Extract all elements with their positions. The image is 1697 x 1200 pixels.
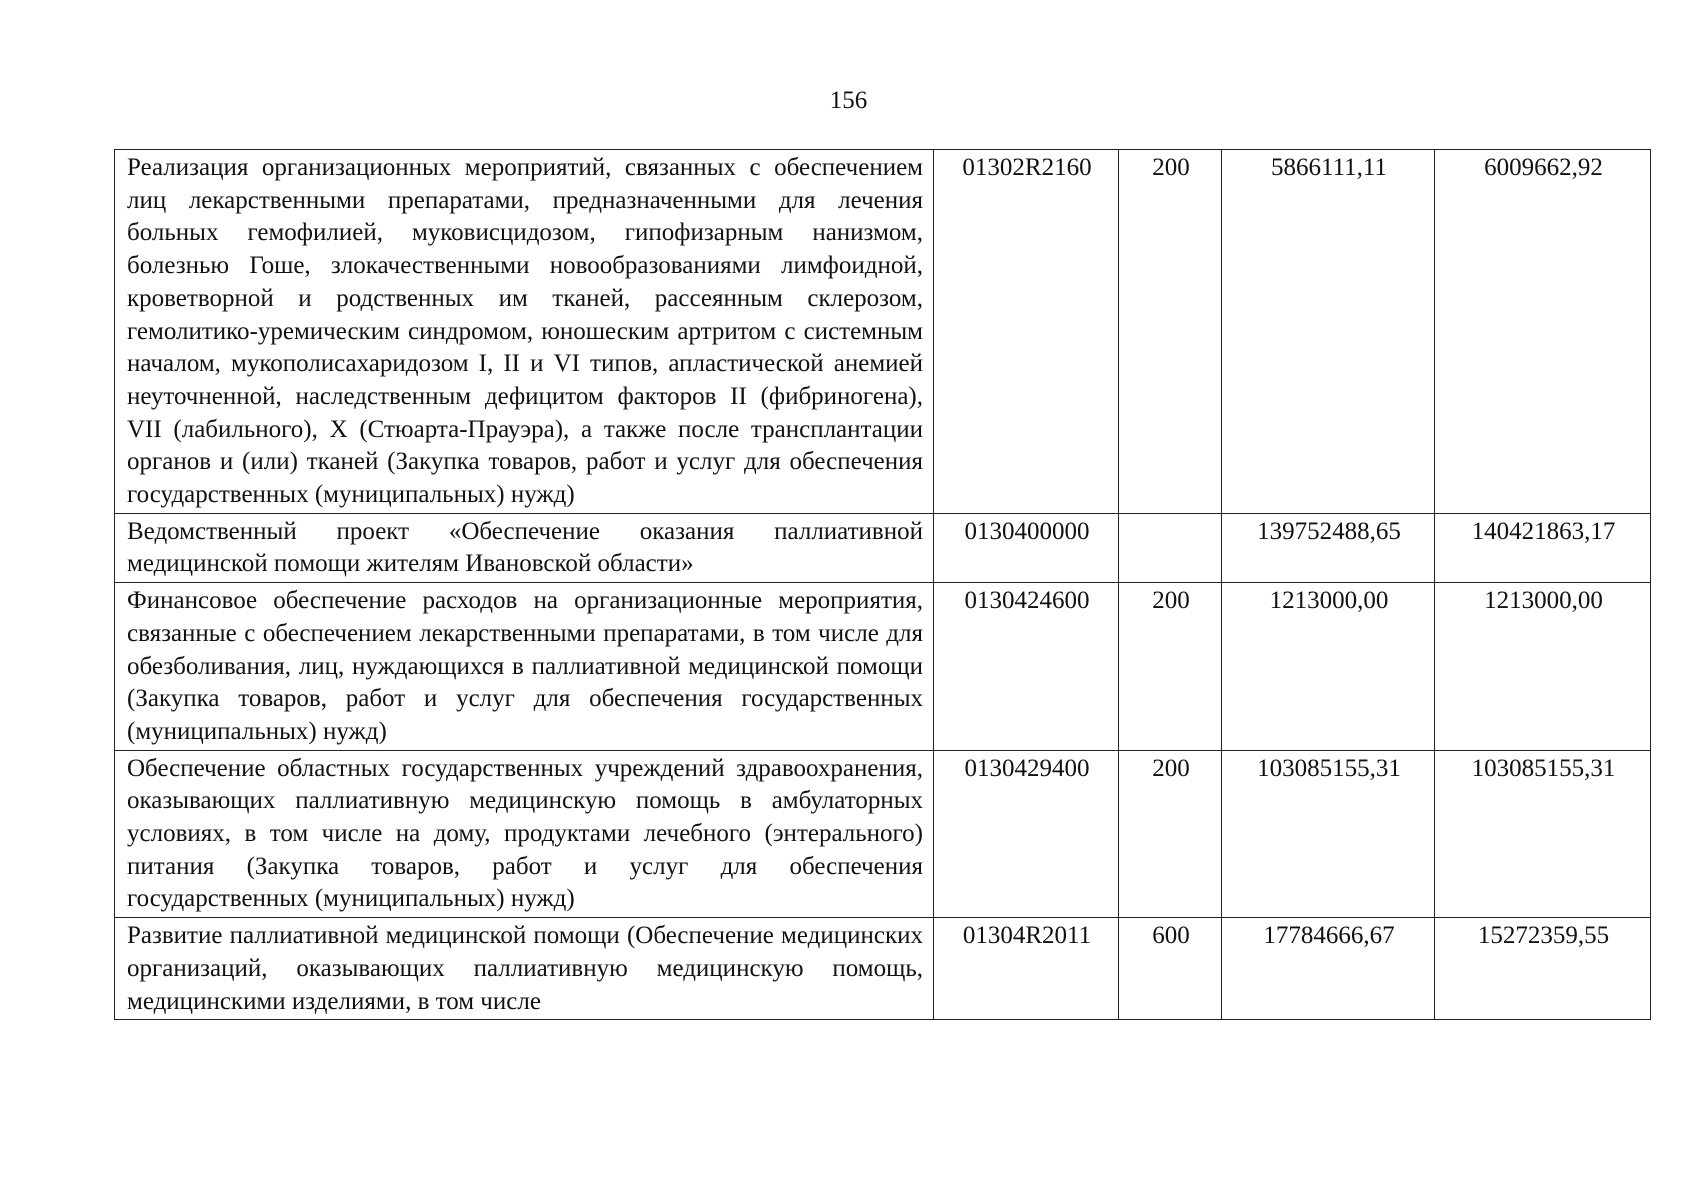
row-expense-type (1119, 513, 1222, 582)
row-sum-year-1: 139752488,65 (1222, 513, 1435, 582)
row-sum-year-1: 17784666,67 (1222, 918, 1435, 1020)
row-expense-type: 600 (1119, 918, 1222, 1020)
row-expense-type: 200 (1119, 150, 1222, 514)
table-row (115, 513, 1651, 582)
row-target-code: 01304R2011 (934, 918, 1119, 1020)
row-description: Развитие паллиативной медицинской помощи (Обеспечение медицинских организаций, оказывающих паллиативную медицинскую помощь, медицинскими изделиями, в том числе (115, 918, 934, 1020)
table-row (115, 583, 1651, 751)
row-description: Обеспечение областных государственных учреждений здравоохранения, оказывающих паллиативную медицинскую помощь в амбулаторных условиях, в том числе на дому, продуктами лечебного (энтерального) питания (Закупка товаров, работ и услуг для обеспечения государственных (муниципальных) нужд) (115, 750, 934, 918)
row-expense-type: 200 (1119, 583, 1222, 751)
row-target-code: 0130429400 (934, 750, 1119, 918)
table-row (115, 918, 1651, 1020)
row-target-code: 0130424600 (934, 583, 1119, 751)
table-row (115, 150, 1651, 514)
row-sum-year-2: 15272359,55 (1435, 918, 1651, 1020)
row-sum-year-2: 140421863,17 (1435, 513, 1651, 582)
row-expense-type: 200 (1119, 750, 1222, 918)
budget-table (114, 149, 1651, 1020)
row-target-code: 01302R2160 (934, 150, 1119, 514)
row-description: Финансовое обеспечение расходов на организационные мероприятия, связанные с обеспечением лекарственными препаратами, в том числе для обезболивания, лиц, нуждающихся в паллиативной медицинской помощи (Закупка товаров, работ и услуг для обеспечения государственных (муниципальных) нужд) (115, 583, 934, 751)
table-row (115, 750, 1651, 918)
page-number: 156 (829, 87, 868, 114)
row-target-code: 0130400000 (934, 513, 1119, 582)
row-description: Реализация организационных мероприятий, связанных с обеспечением лиц лекарственными препаратами, предназначенными для лечения больных гемофилией, муковисцидозом, гипофизарным нанизмом, болезнью Гоше, злокачественными новообразованиями лимфоидной, кроветворной и родственных им тканей, рассеянным склерозом, гемолитико-уремическим синдромом, юношеским артритом с системным началом, мукополисахаридозом I, II и VI типов, апластической анемией неуточненной, наследственным дефицитом факторов II (фибриногена), VII (лабильного), X (Стюарта-Прауэра), а также после трансплантации органов и (или) тканей (Закупка товаров, работ и услуг для обеспечения государственных (муниципальных) нужд) (115, 150, 934, 514)
row-sum-year-2: 6009662,92 (1435, 150, 1651, 514)
row-description: Ведомственный проект «Обеспечение оказания паллиативной медицинской помощи жителям Ивановской области» (115, 513, 934, 582)
row-sum-year-2: 1213000,00 (1435, 583, 1651, 751)
row-sum-year-1: 5866111,11 (1222, 150, 1435, 514)
row-sum-year-1: 103085155,31 (1222, 750, 1435, 918)
row-sum-year-2: 103085155,31 (1435, 750, 1651, 918)
row-sum-year-1: 1213000,00 (1222, 583, 1435, 751)
